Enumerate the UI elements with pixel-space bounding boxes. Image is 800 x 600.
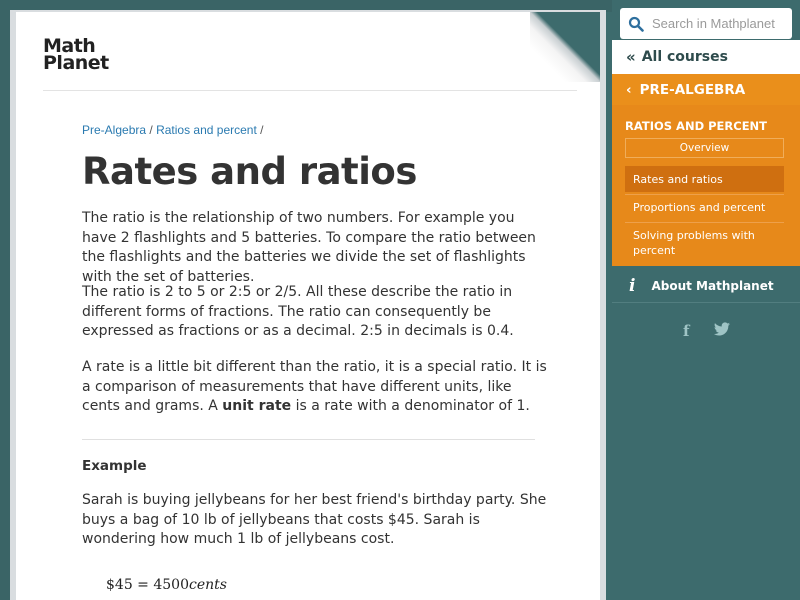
- logo-line-1: Math: [43, 35, 96, 57]
- content-page: [16, 12, 600, 600]
- overview-button[interactable]: Overview: [625, 138, 784, 158]
- header-divider: [43, 90, 577, 91]
- about-divider: [612, 302, 800, 303]
- rate-text-before: A rate is a little bit different than the ratio, it is a special ratio. It is a comparison of measurements that have different units, like cents and grams. A: [82, 359, 547, 414]
- breadcrumb-separator: /: [149, 123, 153, 137]
- logo-line-2: Planet: [43, 52, 109, 74]
- page-title: Rates and ratios: [82, 150, 417, 193]
- breadcrumb-link-pre-algebra[interactable]: Pre-Algebra: [82, 123, 147, 137]
- course-label: PRE-ALGEBRA: [639, 81, 746, 98]
- paragraph-example: Sarah is buying jellybeans for her best friend's birthday party. She buys a bag of 10 lb of jellybeans that costs $45. Sarah is wondering how much 1 lb of jellybeans cost.: [82, 492, 547, 547]
- page-curl: [530, 12, 600, 82]
- info-icon: i: [629, 276, 636, 296]
- section-title: RATIOS AND PERCENT: [625, 119, 768, 133]
- rate-text-after: is a rate with a denominator of 1.: [291, 398, 530, 414]
- chevron-left-icon: ‹: [626, 81, 632, 98]
- example-heading: Example: [82, 458, 147, 474]
- paragraph-ratio-forms: The ratio is 2 to 5 or 2:5 or 2/5. All these describe the ratio in different forms of fractions. The ratio can consequently be expressed as fractions or as a decimal. 2:5 in decimals is 0.4.: [82, 284, 514, 339]
- facebook-icon[interactable]: f: [683, 322, 690, 340]
- about-mathplanet-link[interactable]: [612, 270, 800, 302]
- breadcrumb: [82, 123, 263, 137]
- math-equation: [106, 577, 227, 593]
- menu-item-rates-and-ratios[interactable]: Rates and ratios: [625, 166, 784, 192]
- double-chevron-left-icon: «: [626, 48, 636, 66]
- course-pre-algebra[interactable]: [612, 74, 800, 105]
- all-courses-link[interactable]: [612, 40, 800, 74]
- menu-item-proportions[interactable]: Proportions and percent: [625, 196, 784, 219]
- section-menu: [612, 105, 800, 266]
- search-icon[interactable]: [628, 16, 644, 32]
- math-expression: $45 = 4500: [106, 577, 189, 593]
- paragraph-rate-definition: [82, 358, 552, 417]
- about-label: About Mathplanet: [651, 279, 774, 293]
- breadcrumb-link-ratios[interactable]: Ratios and percent: [156, 123, 257, 137]
- unit-rate-term: unit rate: [222, 398, 292, 414]
- twitter-icon[interactable]: [713, 322, 731, 340]
- math-unit: cents: [188, 577, 227, 593]
- search-input[interactable]: Search in Mathplanet: [652, 16, 775, 31]
- all-courses-label: All courses: [641, 49, 728, 65]
- menu-item-solving-problems[interactable]: Solving problems with percent: [625, 224, 784, 262]
- mathplanet-logo[interactable]: [43, 35, 113, 78]
- search-box[interactable]: [620, 8, 792, 39]
- content-divider: [82, 439, 535, 440]
- sidebar: [612, 0, 800, 600]
- paragraph-ratio-definition: The ratio is the relationship of two numbers. For example you have 2 flashlights and 5 batteries. To compare the ratio between the flashlights and the batteries we divide the set of flashlights with the set of batteries.: [82, 210, 536, 285]
- breadcrumb-trail: /: [260, 123, 264, 137]
